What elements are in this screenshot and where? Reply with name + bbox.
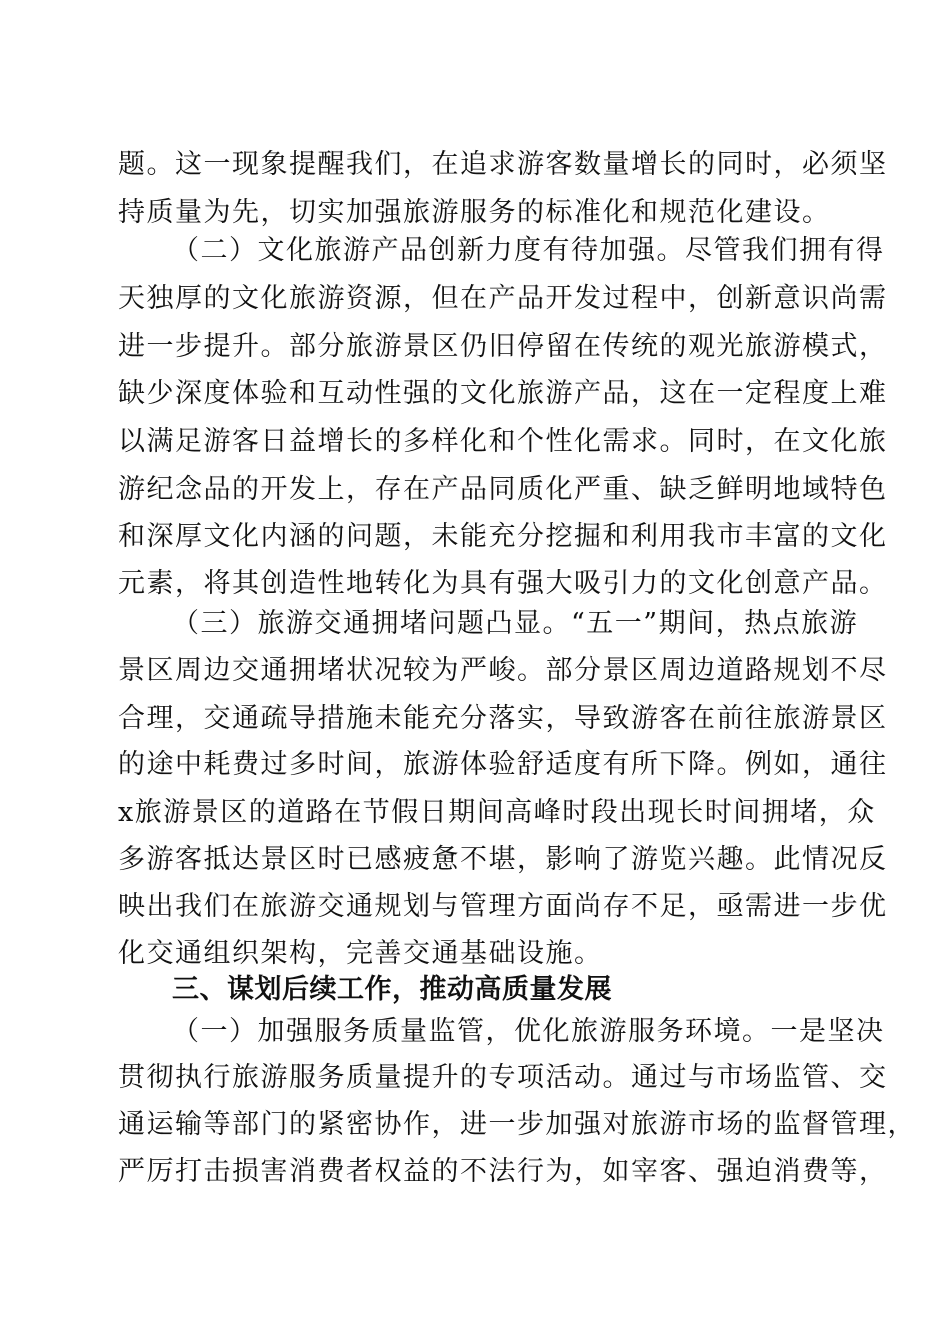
- body-text-line: 和深厚文化内涵的问题，未能充分挖掘和利用我市丰富的文化: [118, 521, 888, 552]
- body-text-line: 化交通组织架构，完善交通基础设施。: [118, 938, 603, 969]
- body-text-line: 映出我们在旅游交通规划与管理方面尚存不足，亟需进一步优: [118, 891, 888, 922]
- body-text-line: x旅游景区的道路在节假日期间高峰时段出现长时间拥堵，众: [118, 797, 876, 828]
- body-text-line: 的途中耗费过多时间，旅游体验舒适度有所下降。例如，通往: [118, 749, 888, 780]
- body-text-line: （三）旅游交通拥堵问题凸显。“五一”期间，热点旅游: [172, 608, 859, 639]
- body-text-line: 严厉打击损害消费者权益的不法行为，如宰客、强迫消费等，: [118, 1156, 888, 1187]
- body-text-line: 游纪念品的开发上，存在产品同质化严重、缺乏鲜明地域特色: [118, 474, 888, 505]
- body-text-line: 多游客抵达景区时已感疲惫不堪，影响了游览兴趣。此情况反: [118, 844, 888, 875]
- body-text-line: 通运输等部门的紧密协作，进一步加强对旅游市场的监督管理，: [118, 1109, 916, 1140]
- body-text-line: 题。这一现象提醒我们，在追求游客数量增长的同时，必须坚: [118, 149, 888, 180]
- body-text-line: （二）文化旅游产品创新力度有待加强。尽管我们拥有得: [172, 235, 885, 266]
- section-heading: 三、谋划后续工作，推动高质量发展: [172, 974, 612, 1005]
- body-text-line: 元素，将其创造性地转化为具有强大吸引力的文化创意产品。: [118, 568, 888, 599]
- body-text-line: 贯彻执行旅游服务质量提升的专项活动。通过与市场监管、交: [118, 1062, 888, 1093]
- body-text-line: 以满足游客日益增长的多样化和个性化需求。同时，在文化旅: [118, 426, 888, 457]
- body-text-line: 合理，交通疏导措施未能充分落实，导致游客在前往旅游景区: [118, 703, 888, 734]
- body-text-line: 景区周边交通拥堵状况较为严峻。部分景区周边道路规划不尽: [118, 655, 888, 686]
- body-text-line: 进一步提升。部分旅游景区仍旧停留在传统的观光旅游模式，: [118, 331, 888, 362]
- body-text-line: （一）加强服务质量监管，优化旅游服务环境。一是坚决: [172, 1016, 885, 1047]
- body-text-line: 天独厚的文化旅游资源，但在产品开发过程中，创新意识尚需: [118, 283, 888, 314]
- body-text-line: 缺少深度体验和互动性强的文化旅游产品，这在一定程度上难: [118, 378, 888, 409]
- body-text-line: 持质量为先，切实加强旅游服务的标准化和规范化建设。: [118, 197, 831, 228]
